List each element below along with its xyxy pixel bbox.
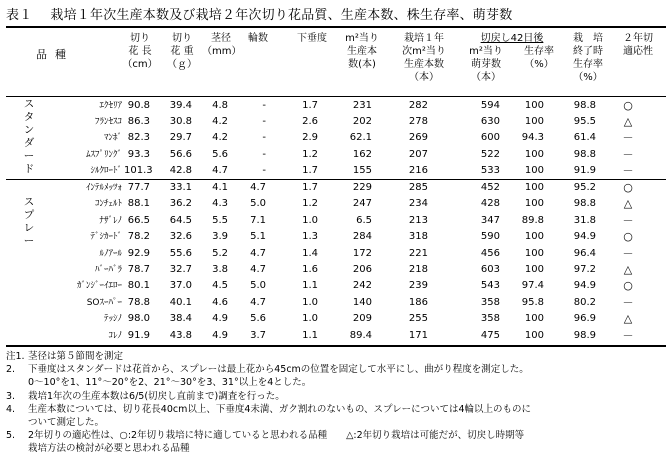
cell-stem: 3.8 [212,264,228,275]
note-text: 茎径は第５節間を測定 [28,351,124,362]
cell-sprout: 475 [480,329,500,341]
cell-per-m2: 62.1 [349,132,372,144]
cell-per-m2: 209 [352,313,372,325]
cell-stem: 4.6 [212,296,228,308]
cell-sprout: 358 [480,296,500,308]
note-item [6,390,666,403]
cell-survival: 100 [524,116,544,128]
cell-end-survival: 98.8 [573,148,596,160]
cell-stem: 4.7 [212,164,228,176]
note-text: 0～10°を1、11°～20°を2、21°～30°を3、31°以上を4とした。 [28,377,312,389]
cell-wheels: 7.1 [250,214,266,226]
header-suitability [614,32,662,58]
header-weight-3: （ｇ） [167,59,197,70]
cell-per-m2: 6.5 [356,214,372,226]
cell-per-m2: 202 [352,116,372,128]
cell-wheels: 5.6 [250,313,266,325]
cell-year1: 285 [408,182,428,193]
cell-suitability: △ [623,312,633,326]
cell-droop: 1.2 [302,198,318,210]
cell-year1: 269 [408,132,428,144]
variety-name: ｶﾞﾝｼﾞｰｲｴﾛｰ [76,281,122,292]
cell-year1: 239 [408,280,428,292]
cell-survival: 100 [524,164,544,176]
cell-suitability: － [622,163,634,177]
cell-year1: 218 [408,264,428,275]
cell-wheels: - [262,164,266,176]
header-per-m2-2: 生産本 [347,46,377,57]
cell-droop: 1.6 [302,264,318,275]
table-row [0,98,671,114]
bottom-rule [6,345,666,347]
cell-droop: 1.1 [302,280,318,292]
cell-per-m2: 231 [352,100,372,111]
variety-name: ﾙﾉｱｰﾙ [99,248,122,259]
header-cutback-title: 切戻し42日後 [480,33,544,44]
note-text: 栽培方法の検討が必要と思われる品種 [28,443,190,455]
cell-suitability: － [622,213,634,227]
cell-droop: 1.0 [302,313,318,325]
cell-sprout: 603 [480,264,500,275]
table-row [0,278,671,294]
cell-droop: 1.4 [302,247,318,259]
variety-name: ﾊﾞｰﾊﾞﾗ [94,265,122,275]
cell-wheels: 4.7 [250,247,266,259]
cell-year1: 318 [408,231,428,243]
variety-name: ﾏﾝﾎﾞ [103,133,122,144]
variety-name: ﾃﾞｼｶｰﾄﾞ [90,232,122,243]
cell-wheels: 3.7 [250,329,266,341]
cell-stem: 4.9 [212,313,228,325]
header-year1-3: 生産本数 [404,59,444,70]
table-row [0,196,671,212]
header-weight-2: 花 重 [170,46,194,57]
cell-survival: 100 [524,247,544,259]
header-per-m2-3: 数(本) [348,59,376,70]
cell-weight: 29.7 [169,132,192,144]
header-survival [514,45,564,71]
header-rule [6,96,666,97]
cell-year1: 234 [408,198,428,210]
cell-year1: 186 [408,296,428,308]
note-label: 注1. [6,351,25,362]
cell-year1: 255 [408,313,428,325]
table-row [0,213,671,229]
cell-length: 86.3 [127,116,150,128]
header-stem-1: 茎径 [211,33,231,44]
cell-weight: 56.6 [169,148,192,160]
table-row [0,328,671,344]
cell-per-m2: 89.4 [349,329,372,341]
variety-name: ｲﾝﾃﾙﾒｯﾂｫ [85,183,122,193]
cell-end-survival: 31.8 [573,214,596,226]
cell-sprout: 594 [480,100,500,111]
cell-sprout: 456 [480,247,500,259]
cell-per-m2: 155 [352,164,372,176]
cell-length: 91.9 [127,329,150,341]
header-suitability-1: ２年切 [623,33,653,44]
cell-wheels: - [262,116,266,128]
table-row [0,262,671,278]
cell-weight: 42.8 [169,164,192,176]
cell-survival: 97.4 [521,280,544,292]
cell-suitability: △ [623,263,633,276]
group-standard-label: スタンダード [23,98,35,175]
cell-survival: 89.8 [521,214,544,226]
note-label: 3. [6,390,16,402]
cell-weight: 39.4 [169,100,192,111]
cell-end-survival: 96.4 [573,247,596,259]
cell-suitability: － [622,295,634,309]
table-row [0,311,671,327]
table-caption: 栽培１年次生産本数及び栽培２年次切り花品質、生産本数、株生存率、萌芽数 [50,8,513,23]
table-row [0,130,671,146]
variety-name: ﾅｻﾞﾚﾉ [99,215,122,226]
note-text: ついて測定した。 [28,417,105,429]
cell-survival: 95.8 [521,296,544,308]
cell-weight: 55.6 [169,247,192,259]
variety-name: ﾌﾗﾝｾｽｺ [94,117,122,128]
cell-suitability: － [622,328,634,342]
cell-year1: 221 [408,247,428,259]
header-year1-1: 栽培１年 [404,33,444,44]
variety-name: SOｽｰﾊﾟｰ [86,297,122,308]
cell-stem: 4.5 [212,280,228,292]
cell-droop: 2.9 [302,132,318,144]
header-survival-2: （%） [524,59,554,70]
cell-end-survival: 97.2 [573,264,596,275]
cell-suitability: △ [623,197,633,211]
cell-length: 66.5 [127,214,150,226]
cell-length: 78.2 [127,231,150,243]
cell-stem: 4.3 [212,198,228,210]
header-wheels: 輪数 [248,33,268,44]
cell-end-survival: 95.5 [573,116,596,128]
cell-wheels: - [262,100,266,111]
top-rule [6,26,666,28]
cell-survival: 94.3 [521,132,544,144]
cell-droop: 1.0 [302,296,318,308]
cell-end-survival: 98.8 [573,100,596,111]
cell-wheels: 4.7 [250,296,266,308]
cell-length: 92.9 [127,247,150,259]
cell-stem: 5.2 [212,247,228,259]
cell-length: 101.3 [124,164,153,176]
cell-droop: 1.2 [302,148,318,160]
cell-weight: 30.8 [169,116,192,128]
cell-droop: 1.0 [302,214,318,226]
cell-per-m2: 229 [352,182,372,193]
header-year1-4: （本） [409,72,439,83]
cell-year1: 278 [408,116,428,128]
cell-survival: 100 [524,198,544,210]
header-end-survival-3: 生存率 [573,59,603,70]
header-per-m2 [340,32,384,71]
header-variety: 品種 [36,48,74,61]
header-end-survival [564,32,612,84]
header-sprout-1: m²当り [469,46,503,57]
cell-per-m2: 247 [352,198,372,210]
cell-weight: 40.1 [169,296,192,308]
cell-end-survival: 91.9 [573,164,596,176]
cell-wheels: 4.7 [250,264,266,275]
cell-length: 80.1 [127,280,150,292]
cell-per-m2: 206 [352,264,372,275]
cell-end-survival: 94.9 [573,231,596,243]
variety-name: ﾑｽﾌﾟﾘﾝｸﾞ [85,149,122,160]
cell-sprout: 452 [480,182,500,193]
cell-stem: 5.6 [212,148,228,160]
variety-name: ﾃｯｼﾉ [103,314,122,325]
cell-end-survival: 61.4 [573,132,596,144]
variety-name: ｺﾝﾁｪﾙﾄ [94,199,122,210]
header-length-2: 花 長 [128,46,152,57]
note-label: 5. [6,430,16,442]
cell-suitability: ○ [623,279,633,293]
table-row [0,114,671,130]
cell-wheels: 5.1 [250,231,266,243]
cell-survival: 100 [524,313,544,325]
cell-sprout: 522 [480,148,500,160]
cell-droop: 1.1 [302,329,318,341]
cell-survival: 100 [524,182,544,193]
cell-per-m2: 284 [352,231,372,243]
cell-stem: 3.9 [212,231,228,243]
cell-weight: 43.8 [169,329,192,341]
cell-per-m2: 172 [352,247,372,259]
cell-sprout: 630 [480,116,500,128]
variety-name: ｺﾚﾉ [108,330,122,341]
cell-stem: 4.1 [212,182,228,193]
cell-end-survival: 98.8 [573,198,596,210]
cell-length: 93.3 [127,148,150,160]
header-end-survival-4: （%） [573,72,603,83]
note-item [6,429,666,455]
note-item [6,350,666,363]
cell-year1: 171 [408,329,428,341]
header-end-survival-1: 栽 培 [573,33,603,44]
cell-end-survival: 95.2 [573,182,596,193]
header-sprout [460,45,512,84]
table-row [0,229,671,245]
header-cutback [460,32,564,45]
cell-wheels: - [262,148,266,160]
cell-per-m2: 140 [352,296,372,308]
note-text: 下垂度はスタンダードは花首から、スプレーは最上花から45cmの位置を固定して水平にし、曲がり程度を測定した。 [28,364,529,376]
cell-droop: 2.6 [302,116,318,128]
group-spray-label: スプレー [23,196,35,247]
header-weight-1: 切り [172,33,192,44]
cell-stem: 4.9 [212,329,228,341]
note-label: 2. [6,364,16,376]
cell-weight: 32.7 [169,264,192,275]
cell-suitability: － [622,147,634,161]
cell-weight: 37.0 [169,280,192,292]
cell-sprout: 358 [480,313,500,325]
cell-sprout: 533 [480,164,500,176]
cell-wheels: 5.0 [250,280,266,292]
header-length-3: （cm） [122,59,158,70]
table-row [0,147,671,163]
cell-length: 98.0 [127,313,150,325]
header-length [120,32,160,71]
header-length-1: 切り [130,33,150,44]
cell-length: 78.7 [127,264,150,275]
header-sprout-3: （本） [471,72,501,83]
note-text: 栽培1年次の生産本数は6/5(切戻し直前まで)調査を行った。 [28,390,285,402]
table-row [0,180,671,196]
cell-suitability: － [622,131,634,145]
cell-year1: 207 [408,148,428,160]
cell-droop: 1.3 [302,231,318,243]
cell-sprout: 347 [480,214,500,226]
note-item [6,363,666,389]
cell-end-survival: 96.9 [573,313,596,325]
header-year1-2: 次m²当り [402,46,446,57]
cell-suitability: ○ [623,181,633,194]
cell-weight: 33.1 [169,182,192,193]
cell-length: 78.8 [127,296,150,308]
cell-per-m2: 162 [352,148,372,160]
cell-length: 90.8 [127,100,150,111]
cell-sprout: 600 [480,132,500,144]
table-row [0,163,671,179]
cell-survival: 100 [524,100,544,111]
header-stem [202,32,240,58]
cell-survival: 100 [524,264,544,275]
cell-weight: 36.2 [169,198,192,210]
cell-end-survival: 98.9 [573,329,596,341]
cell-weight: 32.6 [169,231,192,243]
cell-year1: 213 [408,214,428,226]
cell-stem: 4.2 [212,116,228,128]
cell-wheels: 4.7 [250,182,266,193]
cell-suitability: － [622,246,634,260]
header-end-survival-2: 終了時 [573,46,603,57]
header-stem-2: （mm） [202,46,242,57]
cell-wheels: - [262,132,266,144]
cell-year1: 216 [408,164,428,176]
note-text: 2年切りの適応性は、○:2年切り栽培に特に適していると思われる品種 △:2年切り栽培は可能だが、切戻し時期等 [28,430,525,442]
cell-per-m2: 242 [352,280,372,292]
cell-stem: 4.8 [212,100,228,111]
cell-end-survival: 94.9 [573,280,596,292]
table-title [6,4,512,23]
cell-length: 88.1 [127,198,150,210]
cell-suitability: △ [623,115,633,129]
cell-year1: 282 [408,100,428,111]
cell-droop: 1.7 [302,182,318,193]
cell-weight: 64.5 [169,214,192,226]
variety-name: ｼﾙｸﾛｰﾄﾞ [90,165,122,176]
table-number: 表１ [6,8,33,23]
header-suitability-2: 適応性 [623,46,653,57]
cell-length: 82.3 [127,132,150,144]
cell-stem: 4.2 [212,132,228,144]
cell-sprout: 543 [480,280,500,292]
cell-weight: 38.4 [169,313,192,325]
header-weight [162,32,202,71]
table-row [0,295,671,311]
cell-suitability: ○ [623,99,633,112]
note-text: 生産本数については、切り花長40cm以上、下垂度4未満、ガク割れのないもの、スプレーについては4輪以上のものに [28,403,532,415]
note-item [6,403,666,429]
header-survival-1: 生存率 [524,46,554,57]
header-per-m2-1: m²当り [345,33,379,44]
notes [6,350,666,456]
cell-stem: 5.5 [212,214,228,226]
cell-survival: 100 [524,231,544,243]
cell-wheels: 5.0 [250,198,266,210]
header-droop: 下垂度 [297,33,327,44]
note-label: 4. [6,403,16,415]
table-row [0,246,671,262]
cell-droop: 1.7 [302,164,318,176]
cell-end-survival: 80.2 [573,296,596,308]
cell-sprout: 428 [480,198,500,210]
header-year1 [396,32,452,84]
cell-survival: 100 [524,329,544,341]
cell-suitability: ○ [623,230,633,244]
cell-sprout: 590 [480,231,500,243]
cell-survival: 100 [524,148,544,160]
header-sprout-2: 萌芽数 [471,59,501,70]
variety-name: ｴｸｾﾘｱ [99,101,122,111]
cell-length: 77.7 [127,182,150,193]
cell-droop: 1.7 [302,100,318,111]
